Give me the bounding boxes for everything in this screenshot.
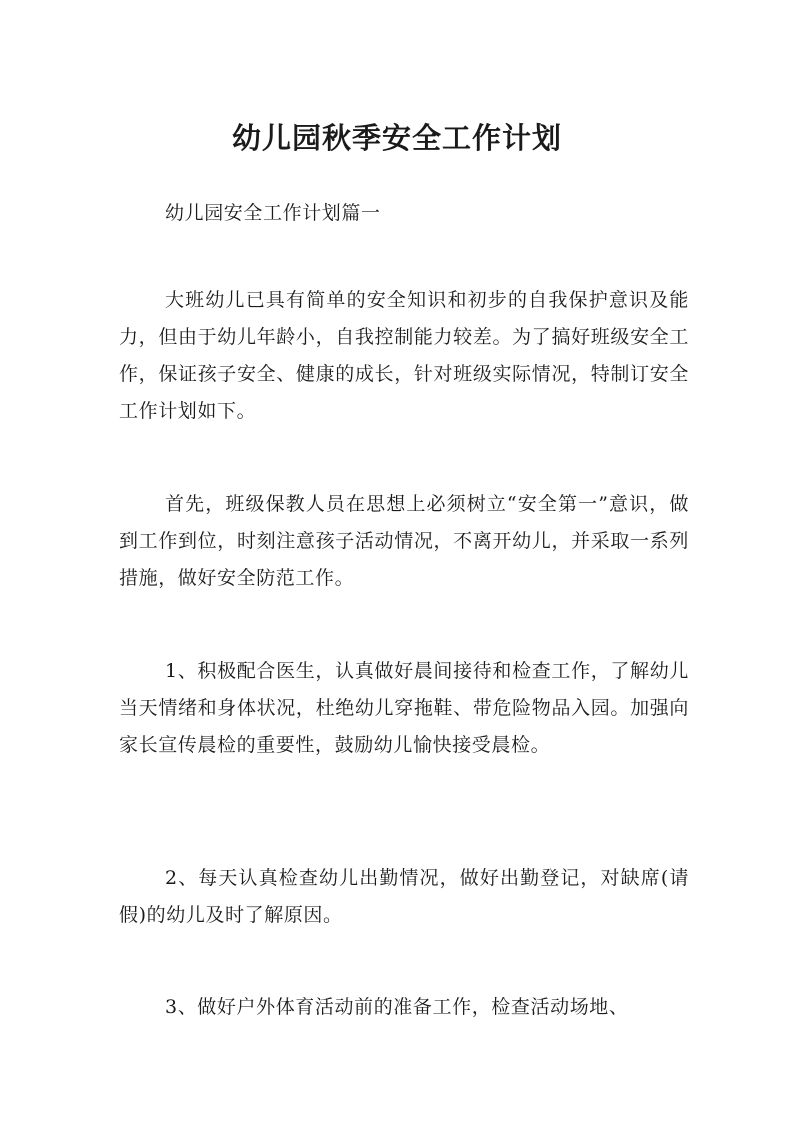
paragraph-first: 首先，班级保教人员在思想上必须树立“安全第一”意识，做到工作到位，时刻注意孩子活动情况，不离开幼儿，并采取一系列措施，做好安全防范工作。 — [119, 493, 689, 589]
paragraph-item-2: 2、每天认真检查幼儿出勤情况，做好出勤登记，对缺席(请假)的幼儿及时了解原因。 — [119, 867, 689, 926]
paragraph-item-1: 1、积极配合医生，认真做好晨间接待和检查工作，了解幼儿当天情绪和身体状况，杜绝幼儿穿拖鞋、带危险物品入园。加强向家长宣传晨检的重要性，鼓励幼儿愉快接受晨检。 — [119, 660, 689, 756]
document-title: 幼儿园秋季安全工作计划 — [231, 121, 562, 156]
section-heading: 幼儿园安全工作计划篇一 — [165, 202, 381, 224]
paragraph-intro: 大班幼儿已具有简单的安全知识和初步的自我保护意识及能力，但由于幼儿年龄小，自我控制能力较差。为了搞好班级安全工作，保证孩子安全、健康的成长，针对班级实际情况，特制订安全工作计划如下。 — [119, 289, 689, 422]
paragraph-item-3: 3、做好户外体育活动前的准备工作，检查活动场地、 — [165, 996, 629, 1018]
